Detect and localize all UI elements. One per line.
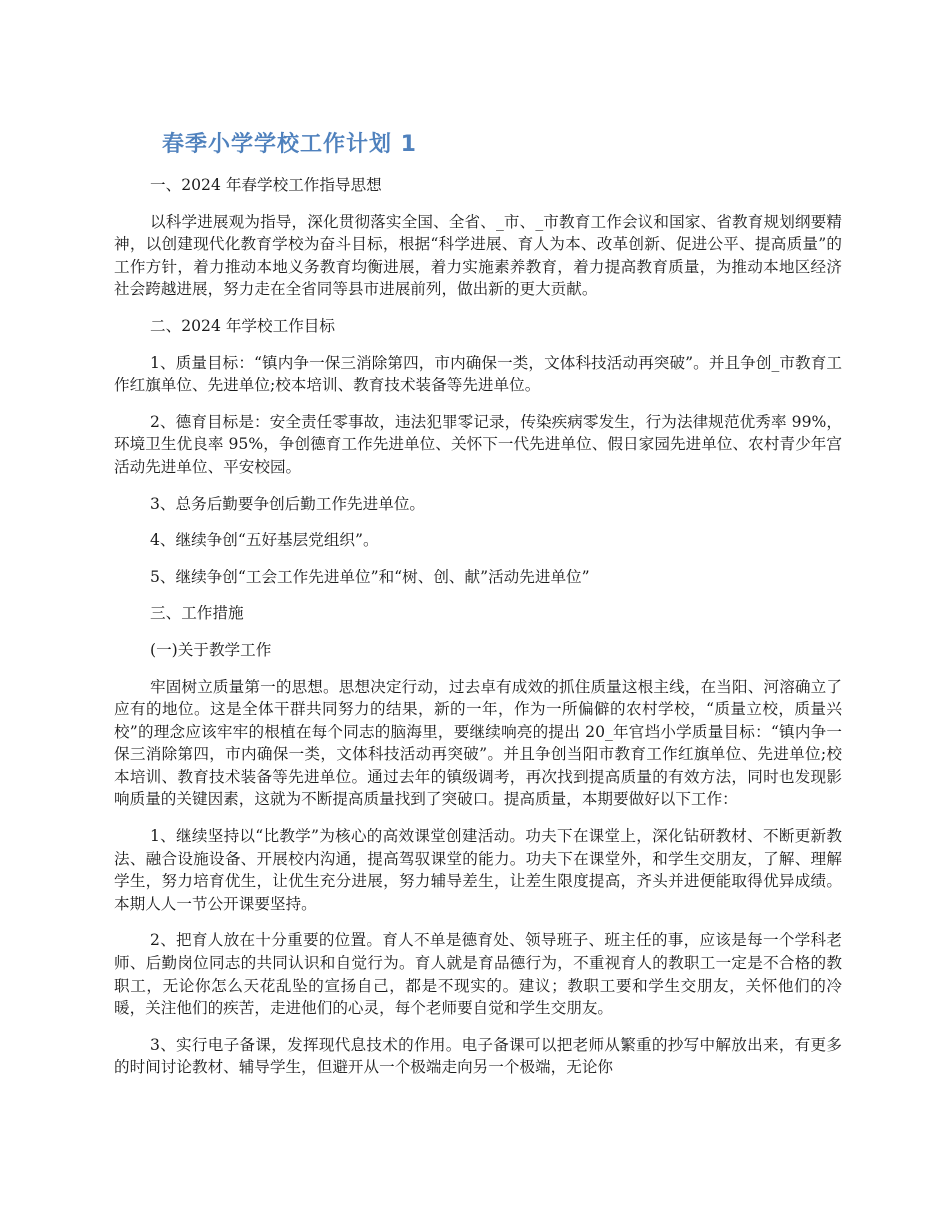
paragraph-guiding-ideology: 以科学进展观为指导，深化贯彻落实全国、全省、_市、_市教育工作会议和国家、省教育规划纲要精神，以创建现代化教育学校为奋斗目标，根据“科学进展、育人为本、改革创新、促进公平、提高质量”的工作方针，着力推动本地义务教育均衡进展，着力实施素养教育，着力提高教育质量，为推动本地区经济社会跨越进展，努力走在全省同等县市进展前列，做出新的更大贡献。: [114, 212, 842, 299]
measure-2-education: 2、把育人放在十分重要的位置。育人不单是德育处、领导班子、班主任的事，应该是每一个学科老师、后勤岗位同志的共同认识和自觉行为。育人就是育品德行为，不重视育人的教职工一定是不合格的教职工，无论你怎么天花乱坠的宣扬自己，都是不现实的。建议；教职工要和学生交朋友，关怀他们的冷暖，关注他们的疾苦，走进他们的心灵，每个老师要自觉和学生交朋友。: [114, 931, 842, 1018]
measure-1-classroom: 1、继续坚持以“比教学”为核心的高效课堂创建活动。功夫下在课堂上，深化钻研教材、不断更新教法、融合设施设备、开展校内沟通，提高驾驭课堂的能力。功夫下在课堂外，和学生交朋友，了解、理解学生，努力培育优生，让优生充分进展，努力辅导差生，让差生限度提高，齐头并进便能取得优异成绩。本期人人一节公开课要坚持。: [114, 827, 842, 913]
goal-union: 5、继续争创“工会工作先进单位”和“树、创、献”活动先进单位”: [150, 567, 590, 586]
goal-quality: 1、质量目标：“镇内争一保三消除第四，市内确保一类，文体科技活动再突破”。并且争创_市教育工作红旗单位、先进单位;校本培训、教育技术装备等先进单位。: [114, 353, 842, 395]
section-heading-2: 二、2024 年学校工作目标: [150, 316, 335, 335]
measure-3-electronic-lesson: 3、实行电子备课，发挥现代息技术的作用。电子备课可以把老师从繁重的抄写中解放出来，有更多的时间讨论教材、辅导学生，但避开从一个极端走向另一个极端，无论你: [114, 1035, 842, 1077]
paragraph-quality-first: 牢固树立质量第一的思想。思想决定行动，过去卓有成效的抓住质量这根主线，在当阳、河溶确立了应有的地位。这是全体干群共同努力的结果，新的一年，作为一所偏僻的农村学校，“质量立校，质量兴校”的理念应该牢牢的根植在每个同志的脑海里，要继续响亮的提出 20_年官垱小学质量目标：“镇内争一保三消除第四，市内确保一类，文体科技活动再突破”。并且争创当阳市教育工作红旗单位、先进单位;校本培训、教育技术装备等先进单位。通过去年的镇级调考，再次找到提高质量的有效方法，同时也发现影响质量的关键因素，这就为不断提高质量找到了突破口。提高质量，本期要做好以下工作：: [114, 677, 842, 809]
goal-party-organization: 4、继续争创“五好基层党组织”。: [150, 531, 379, 550]
subsection-heading-teaching: (一)关于教学工作: [150, 640, 272, 659]
goal-moral-education: 2、德育目标是：安全责任零事故，违法犯罪零记录，传染疾病零发生，行为法律规范优秀率 99%，环境卫生优良率 95%，争创德育工作先进单位、关怀下一代先进单位、假日家园先进单位、农村青少年宫活动先进单位、平安校园。: [114, 412, 842, 476]
section-heading-3: 三、工作措施: [150, 604, 244, 623]
goal-logistics: 3、总务后勤要争创后勤工作先进单位。: [150, 494, 426, 513]
section-heading-1: 一、2024 年春学校工作指导思想: [150, 176, 382, 194]
document-page: [114, 128, 842, 1093]
document-title: 春季小学学校工作计划 1: [162, 132, 417, 157]
